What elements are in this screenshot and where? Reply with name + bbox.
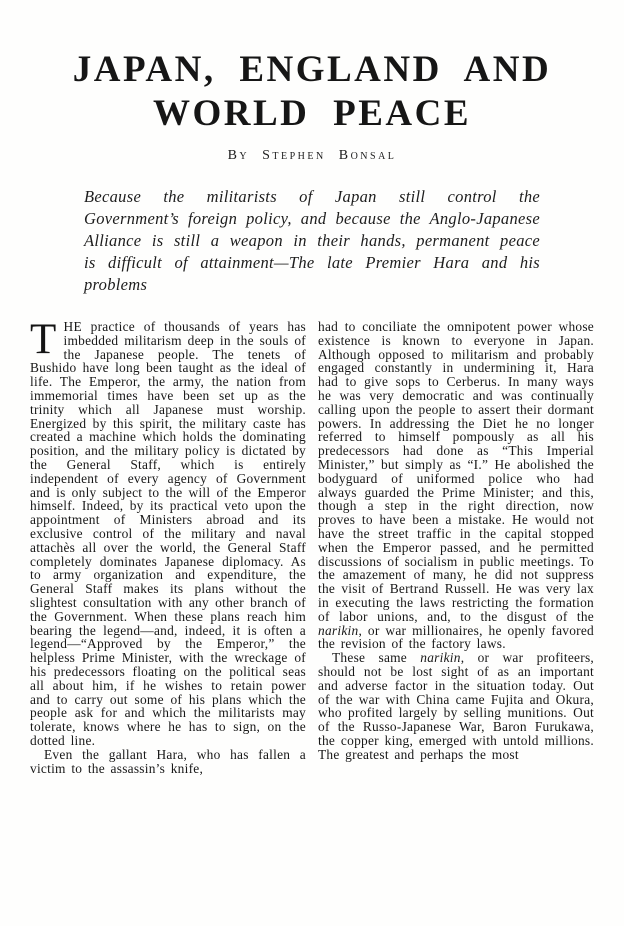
narikin-italic-1: narikin: [318, 622, 359, 638]
right-paragraph-2: [318, 651, 594, 761]
article-body: [30, 316, 594, 776]
right-paragraph-1: [318, 320, 594, 651]
masthead: [0, 0, 624, 164]
abstract-deck: Because the militarists of Japan still control the Government’s foreign policy, and because the Anglo-Japanese Alliance is still a weapon in their hands, permanent peace is difficult of attainment—The late Premier Hara and his problems: [84, 187, 540, 294]
drop-cap: T: [30, 316, 57, 363]
left-column: [30, 316, 306, 776]
title-line-1: JAPAN, ENGLAND AND: [72, 49, 552, 90]
right-paragraph-2-seg2: , or war profiteers, should not be lost sight of as an important and adverse factor in the situation today. Out of the war with China came Fujita and Okura, who profited largely by selling munitions. Out of the Russo-Japanese War, Baron Furukawa, the copper king, emerged with untold millions. The greatest and perhaps the most: [318, 650, 594, 762]
left-paragraph-1: [30, 316, 306, 748]
title-line-2: WORLD PEACE: [152, 93, 472, 134]
left-paragraph-1-text: HE practice of thousands of years has imbedded militarism deep in the souls of the Japanese people. The tenets of Bushido have long been taught as the ideal of life. The Emperor, the army, the nation from immemorial times have been set up as the trinity which all Japanese must worship. Energized by this spirit, the military caste has created a machine which holds the dominating position, and the military policy is dictated by the General Staff, which is entirely independent of every agency of Government and is only subject to the will of the Emperor himself. Indeed, by its practical veto upon the appointment of Ministers abroad and its exclusive control of the military and naval attachès all over the world, the General Staff completely dominates Japanese diplomacy. As to army organization and expenditure, the General Staff makes its plans without the slightest consultation with any other branch of the Government. When these plans reach him bearing the legend—and, indeed, it is often a legend—“Approved by the Emperor,” the helpless Prime Minister, with the wreckage of his predecessors floating on the political seas all about him, if he wishes to retain power and to carry out some of his plans which the people ask for and which the militarists may tolerate, knows where he has to sign, on the dotted line.: [30, 319, 306, 748]
right-paragraph-1-seg1: had to conciliate the omnipotent power whose existence is known to everyone in Japan. Although opposed to militarism and probably engaged constantly in undermining it, Hara had to give sops to Cerberus. In many ways he was very democratic and was continually calling upon the people to assert their dormant powers. In addressing the Diet he no longer referred to himself pompously as all his predecessors had done as “This Imperial Minister,” but simply as “I.” He abolished the bodyguard of uniformed police who had always guarded the Prime Minister; and this, though a step in the right direction, now proves to have been a mistake. He would not have the street traffic in the capital stopped when the Emperor passed, and he permitted discussions of socialism in public meetings. To the amazement of many, he did not suppress the visit of Bertrand Russell. He was very lax in executing the laws restricting the formation of labor unions, and, to the disgust of the: [318, 319, 594, 624]
byline: By Stephen Bonsal: [227, 148, 397, 163]
right-column: [318, 320, 594, 775]
right-paragraph-2-seg1: These same: [332, 650, 421, 666]
right-paragraph-1-seg2: , or war millionaires, he openly favored the revision of the factory laws.: [318, 622, 594, 652]
narikin-italic-2: narikin: [420, 650, 461, 666]
article-title: [0, 48, 624, 136]
left-paragraph-2: Even the gallant Hara, who has fallen a victim to the assassin’s knife,: [30, 746, 306, 776]
